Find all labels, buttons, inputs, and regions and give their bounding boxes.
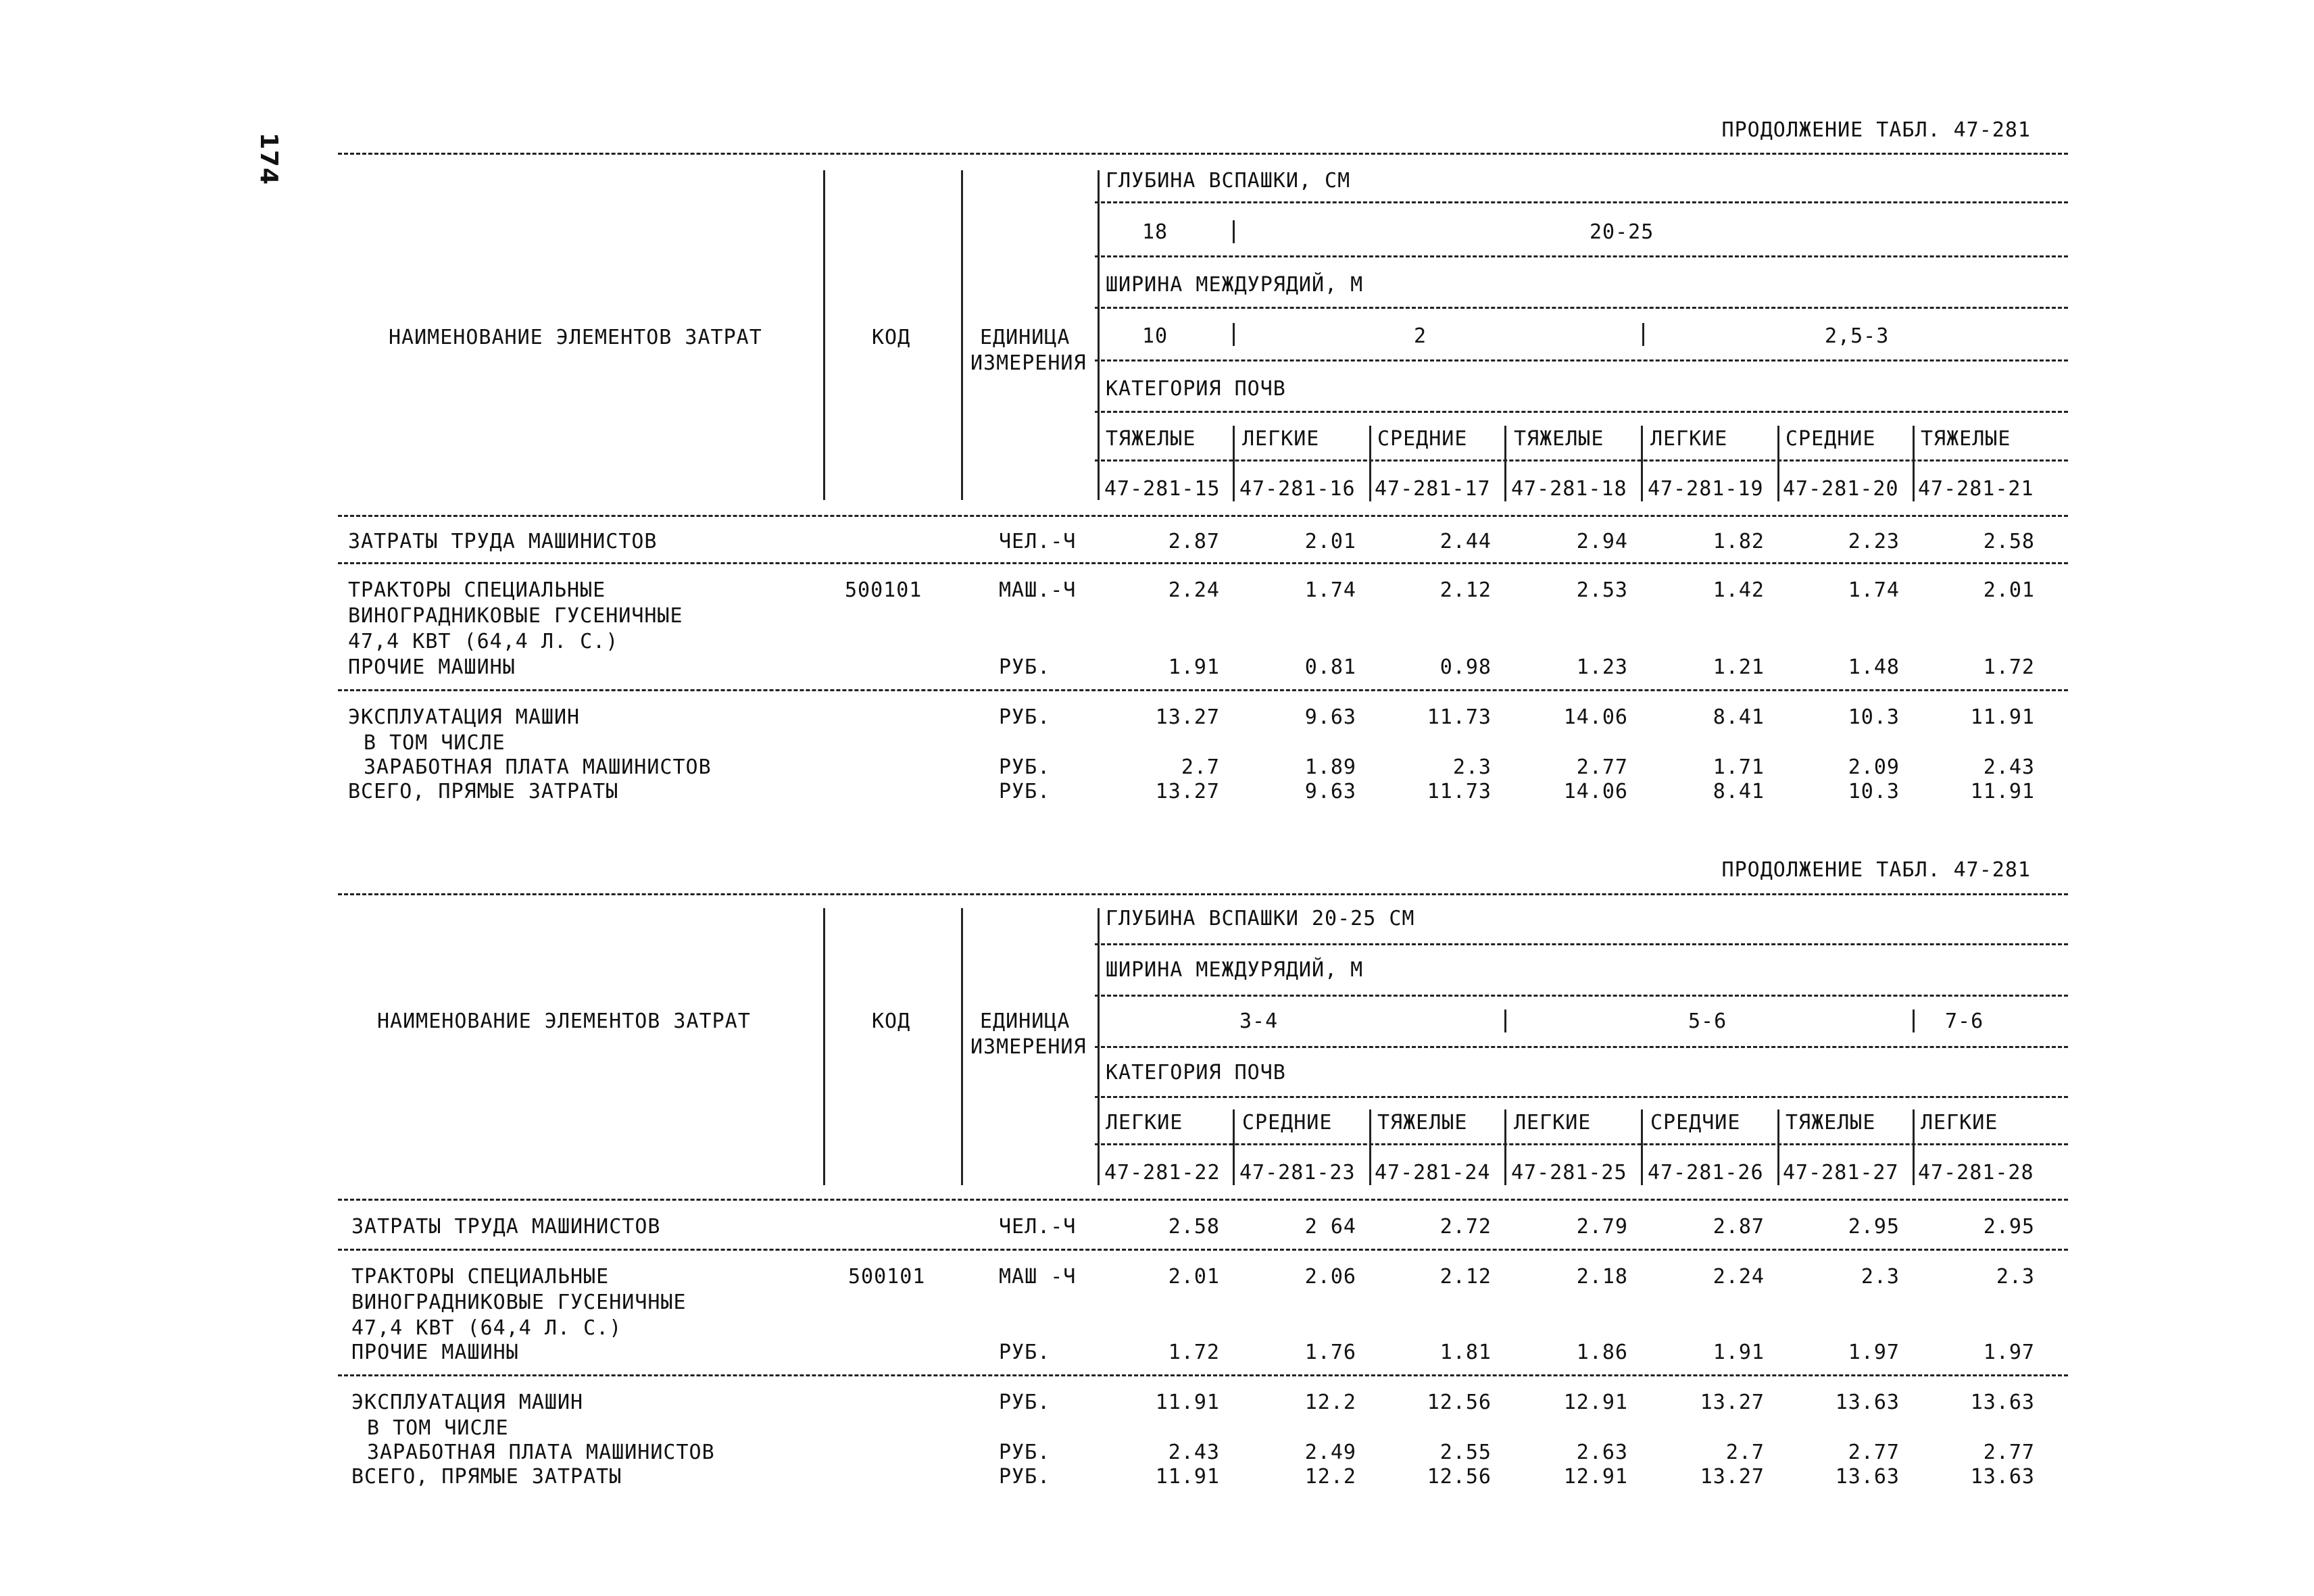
soil-category: ЛЕГКИЕ (1242, 427, 1320, 451)
value-cell: 1.89 (1304, 755, 1356, 779)
value-cell: 2.79 (1576, 1215, 1628, 1239)
value-cell: 2.95 (1848, 1215, 1900, 1239)
soil-category: ТЯЖЕЛЫЕ (1921, 427, 2011, 451)
norm-code: 47-281-28 (1918, 1161, 2034, 1184)
soil-category: ТЯЖЕЛЫЕ (1106, 427, 1196, 451)
value-cell: 2.72 (1439, 1215, 1492, 1239)
rule (1233, 426, 1235, 501)
norm-code: 47-281-18 (1511, 477, 1627, 501)
rule (338, 893, 2068, 895)
rule (1641, 426, 1643, 501)
rule (823, 908, 825, 1185)
rule (338, 1374, 2068, 1376)
rule (1641, 1109, 1643, 1185)
value-cell: 2.7 (1181, 755, 1220, 779)
value-cell: 1.86 (1576, 1341, 1628, 1364)
row-name: ТРАКТОРЫ СПЕЦИАЛЬНЫЕ (351, 1265, 610, 1289)
rule (961, 170, 963, 500)
value-cell: 1.74 (1304, 578, 1356, 602)
value-cell: 2.18 (1576, 1265, 1628, 1289)
soil-category: ЛЕГКИЕ (1650, 427, 1728, 451)
param-value: 2,5-3 (1825, 324, 1890, 348)
value-cell: 0.98 (1439, 655, 1492, 679)
row-unit: РУБ. (999, 1441, 1051, 1464)
value-cell: 11.91 (1970, 780, 2035, 803)
soil-label: КАТЕГОРИЯ ПОЧВ (1106, 377, 1286, 401)
param-value: 3-4 (1239, 1009, 1279, 1033)
soil-category: ТЯЖЕЛЫЕ (1377, 1111, 1468, 1134)
param-label: ГЛУБИНА ВСПАШКИ 20-25 СМ (1106, 907, 1415, 930)
value-cell: 1.48 (1848, 655, 1900, 679)
unit-column-header: ЕДИНИЦА (980, 326, 1070, 349)
resource-code: 500101 (845, 578, 922, 602)
rule (1369, 426, 1371, 501)
value-cell: 1.97 (1848, 1341, 1900, 1364)
value-cell: 14.06 (1563, 705, 1628, 729)
norm-code: 47-281-25 (1511, 1161, 1627, 1184)
value-cell: 2.3 (1452, 755, 1492, 779)
soil-category: ЛЕГКИЕ (1514, 1111, 1592, 1134)
value-cell: 13.63 (1970, 1391, 2035, 1414)
value-cell: 2.58 (1168, 1215, 1220, 1239)
value-cell: 1.91 (1713, 1341, 1765, 1364)
name-column-header: НАИМЕНОВАНИЕ ЭЛЕМЕНТОВ ЗАТРАТ (377, 1009, 751, 1033)
value-cell: 2.06 (1304, 1265, 1356, 1289)
soil-category: СРЕДЧИЕ (1650, 1111, 1741, 1134)
page-number: 174 (255, 132, 282, 186)
rule (1095, 1096, 2068, 1098)
value-cell: 2.87 (1168, 530, 1220, 553)
param-value: 7-6 (1945, 1009, 1984, 1033)
rule (1913, 1109, 1915, 1185)
value-cell: 2.09 (1848, 755, 1900, 779)
value-cell: 2.3 (1861, 1265, 1900, 1289)
norm-code: 47-281-27 (1783, 1161, 1899, 1184)
norm-code: 47-281-21 (1918, 477, 2034, 501)
rule (1095, 307, 2068, 309)
rule (338, 153, 2068, 155)
value-cell: 11.91 (1970, 705, 2035, 729)
param-value: 18 (1142, 220, 1168, 244)
code-column-header: КОД (872, 326, 911, 349)
rule (1095, 1046, 2068, 1048)
value-cell: 13.27 (1155, 705, 1220, 729)
value-cell: 2.3 (1996, 1265, 2035, 1289)
rule (1504, 1009, 1506, 1032)
rule (1777, 1109, 1779, 1185)
value-cell: 1.71 (1713, 755, 1765, 779)
rule (1095, 255, 2068, 257)
soil-category: СРЕДНИЕ (1377, 427, 1468, 451)
rule (1233, 1109, 1235, 1185)
value-cell: 0.81 (1304, 655, 1356, 679)
rule (1913, 426, 1915, 501)
rule (1642, 323, 1644, 346)
value-cell: 12.2 (1304, 1465, 1356, 1489)
rule (1098, 170, 1100, 500)
rule (338, 562, 2068, 564)
param-label: ШИРИНА МЕЖДУРЯДИЙ, М (1106, 958, 1364, 982)
soil-category: ТЯЖЕЛЫЕ (1514, 427, 1604, 451)
unit-column-header: ИЗМЕРЕНИЯ (970, 351, 1087, 375)
value-cell: 2.77 (1848, 1441, 1900, 1464)
norm-code: 47-281-16 (1239, 477, 1356, 501)
value-cell: 13.63 (1835, 1391, 1900, 1414)
value-cell: 13.63 (1970, 1465, 2035, 1489)
norm-code: 47-281-22 (1104, 1161, 1221, 1184)
row-unit: РУБ. (999, 705, 1051, 729)
row-unit: ЧЕЛ.-Ч (999, 530, 1077, 553)
value-cell: 13.63 (1835, 1465, 1900, 1489)
rule (1913, 1009, 1915, 1032)
value-cell: 9.63 (1304, 780, 1356, 803)
row-name: 47,4 КВТ (64,4 Л. С.) (351, 1316, 622, 1340)
value-cell: 2.01 (1168, 1265, 1220, 1289)
rule (1233, 220, 1235, 243)
norm-code: 47-281-24 (1375, 1161, 1491, 1184)
soil-category: СРЕДНИЕ (1242, 1111, 1333, 1134)
row-name: 47,4 КВТ (64,4 Л. С.) (348, 630, 619, 653)
value-cell: 13.27 (1700, 1465, 1765, 1489)
rule (1504, 1109, 1506, 1185)
rule (338, 689, 2068, 691)
rule (1095, 1143, 2068, 1145)
value-cell: 2.77 (1983, 1441, 2035, 1464)
value-cell: 2.49 (1304, 1441, 1356, 1464)
value-cell: 12.56 (1427, 1391, 1492, 1414)
table-continuation-title: ПРОДОЛЖЕНИЕ ТАБЛ. 47-281 (1721, 118, 2031, 142)
soil-category: ТЯЖЕЛЫЕ (1786, 1111, 1876, 1134)
value-cell: 8.41 (1713, 705, 1765, 729)
value-cell: 2.23 (1848, 530, 1900, 553)
param-label: ГЛУБИНА ВСПАШКИ, СМ (1106, 169, 1351, 193)
value-cell: 2.43 (1983, 755, 2035, 779)
row-name: ВСЕГО, ПРЯМЫЕ ЗАТРАТЫ (351, 1465, 622, 1489)
rule (338, 1199, 2068, 1201)
rule (338, 515, 2068, 517)
value-cell: 8.41 (1713, 780, 1765, 803)
row-unit: РУБ. (999, 1341, 1051, 1364)
value-cell: 1.82 (1713, 530, 1765, 553)
row-name: ВИНОГРАДНИКОВЫЕ ГУСЕНИЧНЫЕ (348, 604, 683, 628)
rule (1095, 359, 2068, 361)
row-name: ЭКСПЛУАТАЦИЯ МАШИН (351, 1391, 584, 1414)
row-unit: МАШ -Ч (999, 1265, 1077, 1289)
unit-column-header: ИЗМЕРЕНИЯ (970, 1035, 1087, 1059)
row-unit: РУБ. (999, 1465, 1051, 1489)
value-cell: 2.44 (1439, 530, 1492, 553)
row-unit: МАШ.-Ч (999, 578, 1077, 602)
param-value: 20-25 (1590, 220, 1654, 244)
value-cell: 1.23 (1576, 655, 1628, 679)
rule (1504, 426, 1506, 501)
value-cell: 2.12 (1439, 1265, 1492, 1289)
row-name: ЗАРАБОТНАЯ ПЛАТА МАШИНИСТОВ (367, 1441, 715, 1464)
row-name: ПРОЧИЕ МАШИНЫ (351, 1341, 519, 1364)
param-label: ШИРИНА МЕЖДУРЯДИЙ, М (1106, 273, 1364, 297)
table-continuation-title: ПРОДОЛЖЕНИЕ ТАБЛ. 47-281 (1721, 858, 2031, 882)
value-cell: 12.91 (1563, 1465, 1628, 1489)
rule (1095, 411, 2068, 413)
value-cell: 2.58 (1983, 530, 2035, 553)
rule (1095, 943, 2068, 945)
soil-category: ЛЕГКИЕ (1921, 1111, 1998, 1134)
value-cell: 2.01 (1304, 530, 1356, 553)
value-cell: 2.7 (1725, 1441, 1765, 1464)
value-cell: 13.27 (1155, 780, 1220, 803)
rule (338, 1249, 2068, 1251)
value-cell: 2.24 (1168, 578, 1220, 602)
value-cell: 11.91 (1155, 1465, 1220, 1489)
value-cell: 2.12 (1439, 578, 1492, 602)
value-cell: 1.74 (1848, 578, 1900, 602)
resource-code: 500101 (848, 1265, 926, 1289)
soil-label: КАТЕГОРИЯ ПОЧВ (1106, 1061, 1286, 1084)
value-cell: 11.73 (1427, 705, 1492, 729)
norm-code: 47-281-17 (1375, 477, 1491, 501)
norm-code: 47-281-23 (1239, 1161, 1356, 1184)
value-cell: 1.76 (1304, 1341, 1356, 1364)
soil-category: СРЕДНИЕ (1786, 427, 1876, 451)
param-value: 2 (1414, 324, 1427, 348)
row-name: ВСЕГО, ПРЯМЫЕ ЗАТРАТЫ (348, 780, 619, 803)
value-cell: 12.56 (1427, 1465, 1492, 1489)
row-unit: РУБ. (999, 780, 1051, 803)
name-column-header: НАИМЕНОВАНИЕ ЭЛЕМЕНТОВ ЗАТРАТ (389, 326, 762, 349)
value-cell: 2.77 (1576, 755, 1628, 779)
code-column-header: КОД (872, 1009, 911, 1033)
rule (1098, 908, 1100, 1185)
value-cell: 10.3 (1848, 780, 1900, 803)
value-cell: 10.3 (1848, 705, 1900, 729)
value-cell: 1.97 (1983, 1341, 2035, 1364)
value-cell: 13.27 (1700, 1391, 1765, 1414)
row-name: ТРАКТОРЫ СПЕЦИАЛЬНЫЕ (348, 578, 606, 602)
row-unit: РУБ. (999, 755, 1051, 779)
value-cell: 2.95 (1983, 1215, 2035, 1239)
row-name: ЗАРАБОТНАЯ ПЛАТА МАШИНИСТОВ (364, 755, 712, 779)
rule (1095, 201, 2068, 203)
soil-category: ЛЕГКИЕ (1106, 1111, 1183, 1134)
row-unit: РУБ. (999, 1391, 1051, 1414)
value-cell: 12.2 (1304, 1391, 1356, 1414)
param-value: 10 (1142, 324, 1168, 348)
value-cell: 1.81 (1439, 1341, 1492, 1364)
rule (1233, 323, 1235, 346)
value-cell: 1.21 (1713, 655, 1765, 679)
row-unit: РУБ. (999, 655, 1051, 679)
unit-column-header: ЕДИНИЦА (980, 1009, 1070, 1033)
rule (1095, 995, 2068, 997)
value-cell: 11.73 (1427, 780, 1492, 803)
value-cell: 2.01 (1983, 578, 2035, 602)
value-cell: 2.94 (1576, 530, 1628, 553)
value-cell: 2.53 (1576, 578, 1628, 602)
row-name: В ТОМ ЧИСЛЕ (364, 731, 506, 755)
value-cell: 1.91 (1168, 655, 1220, 679)
row-name: В ТОМ ЧИСЛЕ (367, 1416, 509, 1440)
value-cell: 11.91 (1155, 1391, 1220, 1414)
norm-code: 47-281-26 (1648, 1161, 1764, 1184)
row-name: ЗАТРАТЫ ТРУДА МАШИНИСТОВ (348, 530, 658, 553)
row-name: ЗАТРАТЫ ТРУДА МАШИНИСТОВ (351, 1215, 661, 1239)
row-unit: ЧЕЛ.-Ч (999, 1215, 1077, 1239)
rule (1369, 1109, 1371, 1185)
value-cell: 2 64 (1304, 1215, 1356, 1239)
row-name: ВИНОГРАДНИКОВЫЕ ГУСЕНИЧНЫЕ (351, 1291, 687, 1314)
value-cell: 12.91 (1563, 1391, 1628, 1414)
norm-code: 47-281-19 (1648, 477, 1764, 501)
value-cell: 1.72 (1168, 1341, 1220, 1364)
rule (1777, 426, 1779, 501)
norm-code: 47-281-15 (1104, 477, 1221, 501)
param-value: 5-6 (1688, 1009, 1727, 1033)
value-cell: 2.43 (1168, 1441, 1220, 1464)
rule (823, 170, 825, 500)
rule (1095, 459, 2068, 462)
row-name: ПРОЧИЕ МАШИНЫ (348, 655, 516, 679)
value-cell: 1.42 (1713, 578, 1765, 602)
value-cell: 14.06 (1563, 780, 1628, 803)
value-cell: 2.24 (1713, 1265, 1765, 1289)
rule (961, 908, 963, 1185)
norm-code: 47-281-20 (1783, 477, 1899, 501)
row-name: ЭКСПЛУАТАЦИЯ МАШИН (348, 705, 581, 729)
value-cell: 2.55 (1439, 1441, 1492, 1464)
value-cell: 9.63 (1304, 705, 1356, 729)
value-cell: 2.63 (1576, 1441, 1628, 1464)
value-cell: 1.72 (1983, 655, 2035, 679)
value-cell: 2.87 (1713, 1215, 1765, 1239)
